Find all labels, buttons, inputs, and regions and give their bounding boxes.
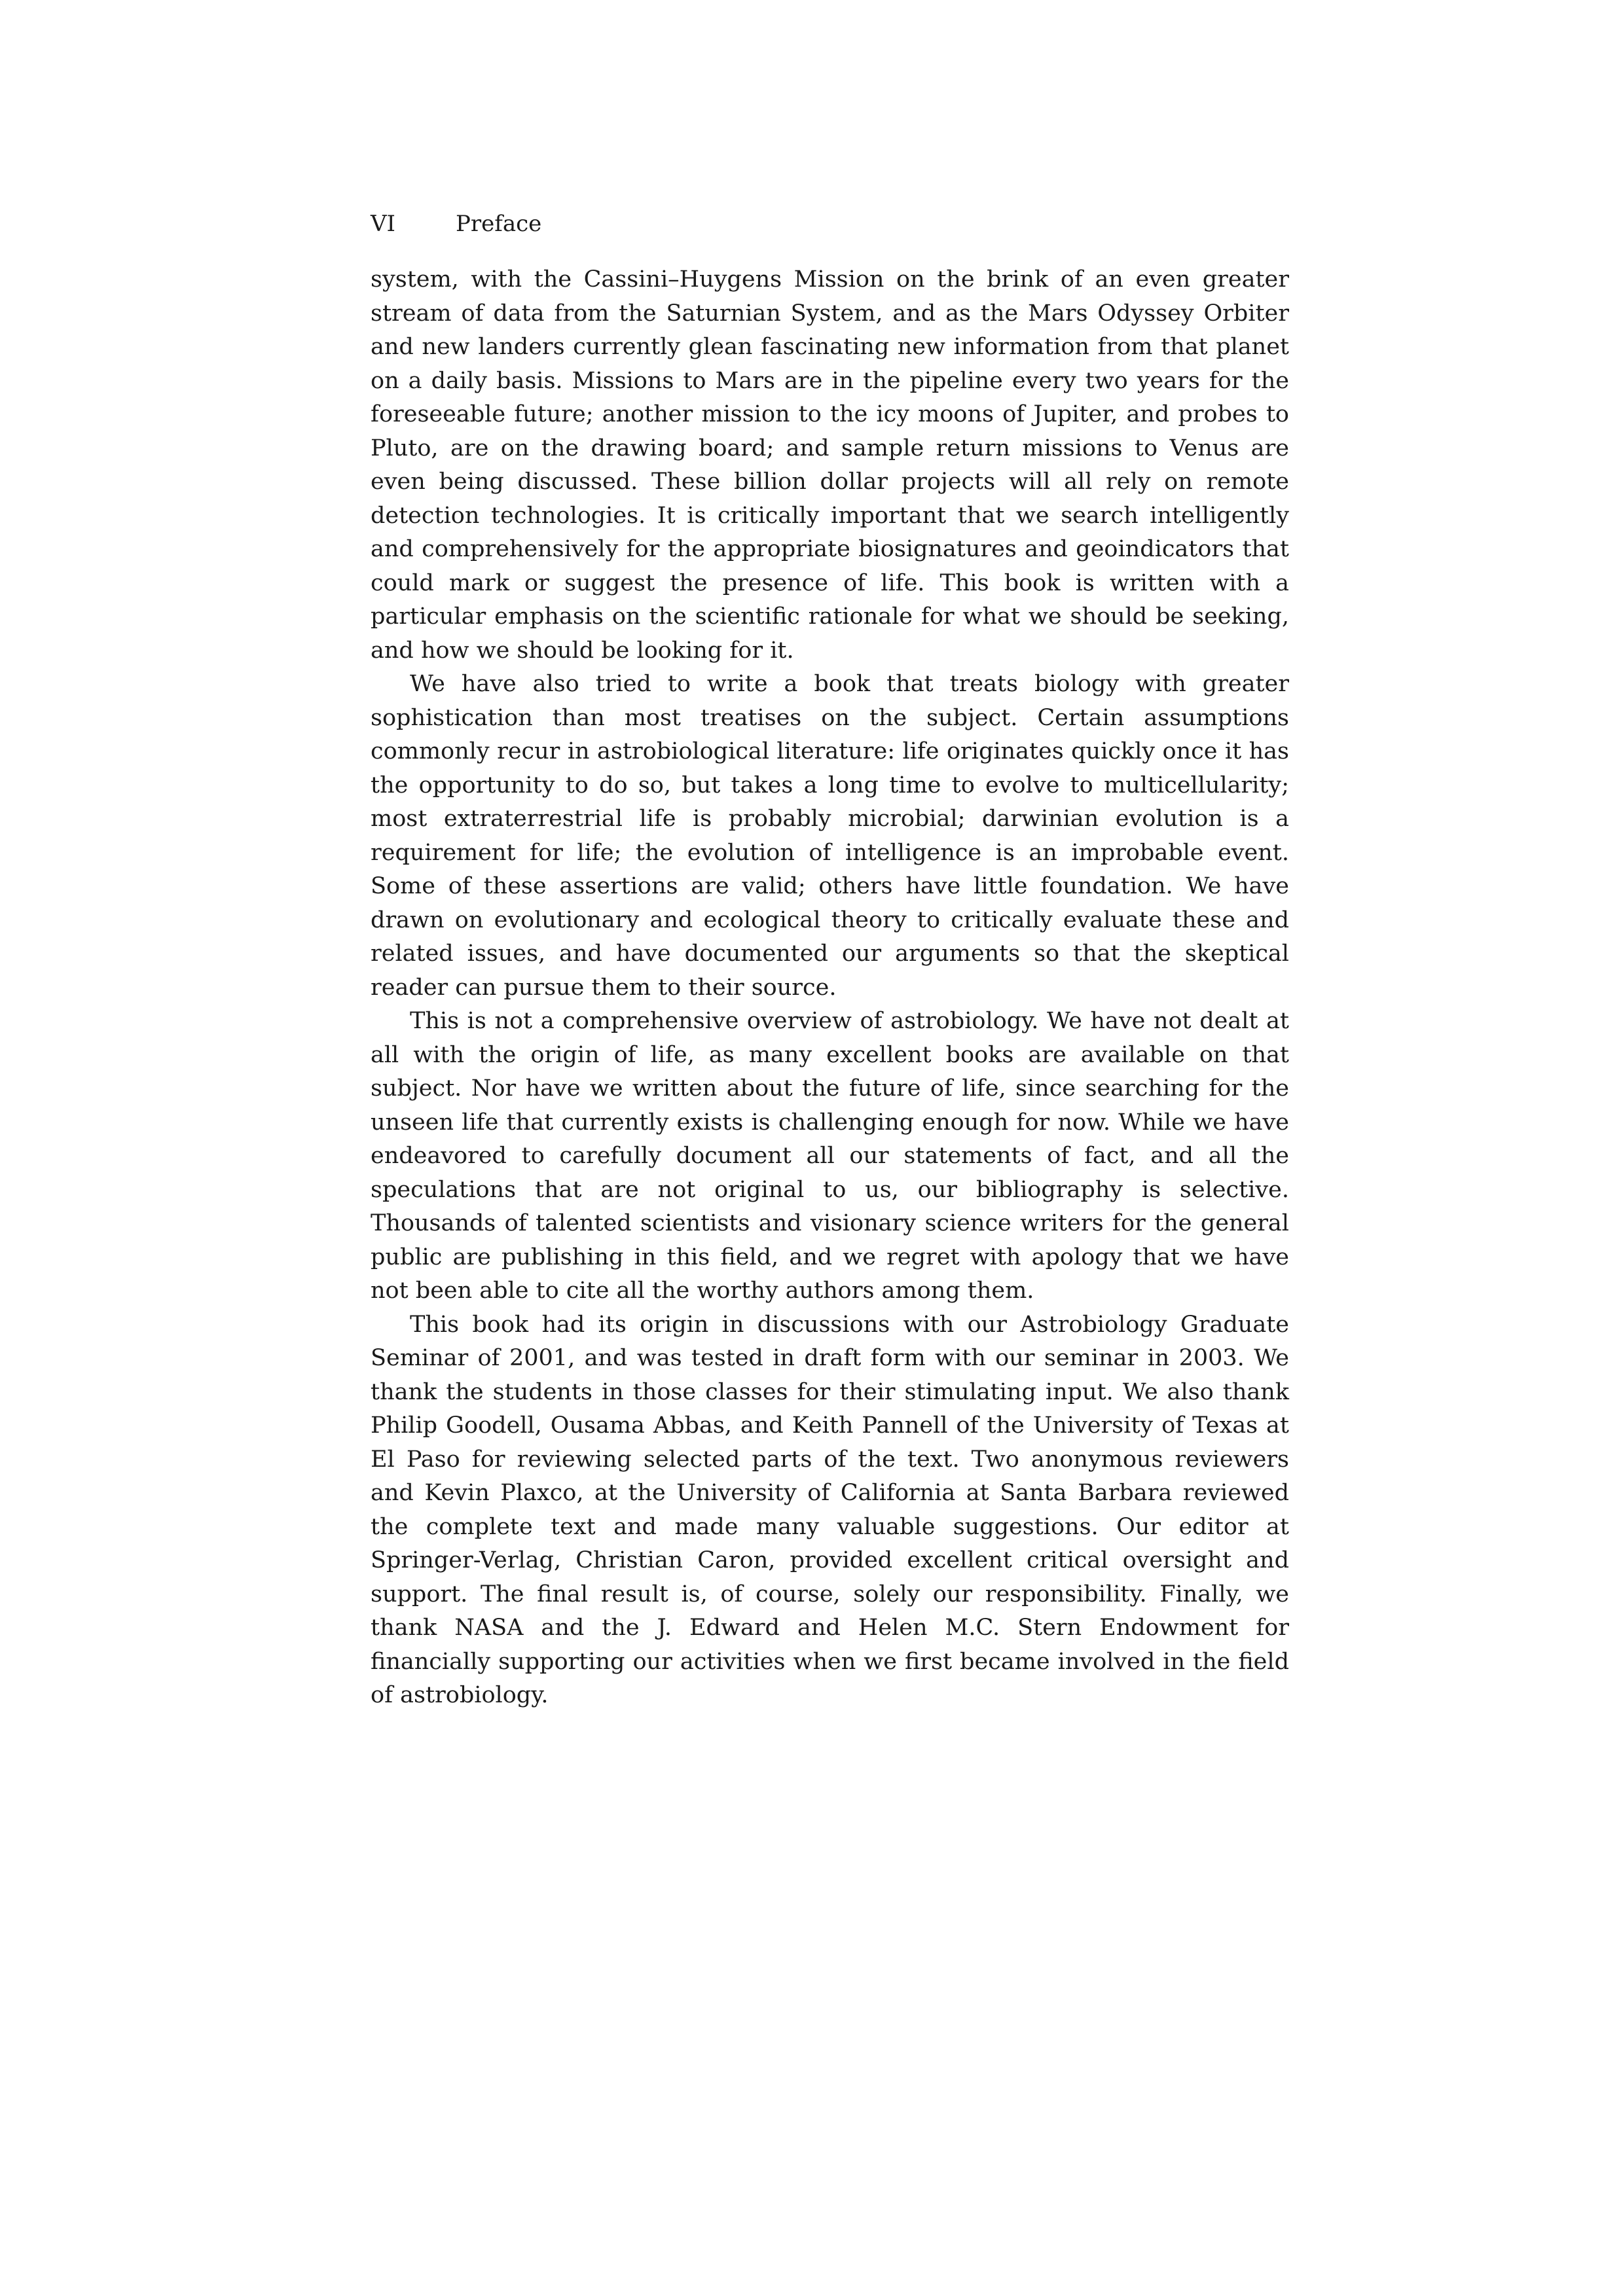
paragraph-scope: This is not a comprehensive overview of astrobiology. We have not dealt at all with the origin of life, as many excellent books are available on that subject. Nor have we written about the future of life, since searching for the unseen life that currently exists is challenging enough for now. While we have endeavored to carefully document all our statements of fact, and all the speculations that are not original to us, our bibliography is selective. Thousands of talented scientists and visionary science writers for the general public are publishing in this field, and we regret with apology that we have not been able to cite all the worthy authors among them. [371,1008,1289,1304]
body-text [371,263,1289,1713]
running-head [371,208,1287,240]
paragraph-continuation: system, with the Cassini–Huygens Mission on the brink of an even greater stream of data from the Saturnian System, and as the Mars Odyssey Orbiter and new landers currently glean fascinating new information from that planet on a daily basis. Missions to Mars are in the pipeline every two years for the foreseeable future; another mission to the icy moons of Jupiter, and probes to Pluto, are on the drawing board; and sample return missions to Venus are even being discussed. These billion dollar projects will all rely on remote detection technologies. It is critically important that we search intelligently and comprehensively for the appropriate biosignatures and geoindicators that could mark or suggest the presence of life. This book is written with a particular emphasis on the scientific rationale for what we should be seeking, and how we should be looking for it. [371,266,1289,664]
paragraph-acknowledgments: This book had its origin in discussions with our Astrobiology Graduate Seminar of 2001, and was tested in draft form with our seminar in 2003. We thank the students in those classes for their stimulating input. We also thank Philip Goodell, Ousama Abbas, and Keith Pannell of the University of Texas at El Paso for reviewing selected parts of the text. Two anonymous reviewers and Kevin Plaxco, at the University of California at Santa Barbara reviewed the complete text and made many valuable suggestions. Our editor at Springer-Verlag, Christian Caron, provided excellent critical oversight and support. The final result is, of course, solely our responsibility. Finally, we thank NASA and the J. Edward and Helen M.C. Stern Endowment for financially supporting our activities when we first became involved in the field of astrobiology. [371,1311,1289,1708]
running-head-title: Preface [456,211,542,237]
paragraph-biology: We have also tried to write a book that treats biology with greater sophistication than most treatises on the subject. Certain assumptions commonly recur in astrobiological literature: life originates quickly once it has the opportunity to do so, but takes a long time to evolve to multicellularity; most extraterrestrial life is probably microbial; darwinian evolution is a requirement for life; the evolution of intelligence is an improbable event. Some of these assertions are valid; others have little foundation. We have drawn on evolutionary and ecological theory to critically evaluate these and related issues, and have documented our arguments so that the skeptical reader can pursue them to their source. [371,671,1289,1001]
page-number: VI [371,211,395,237]
